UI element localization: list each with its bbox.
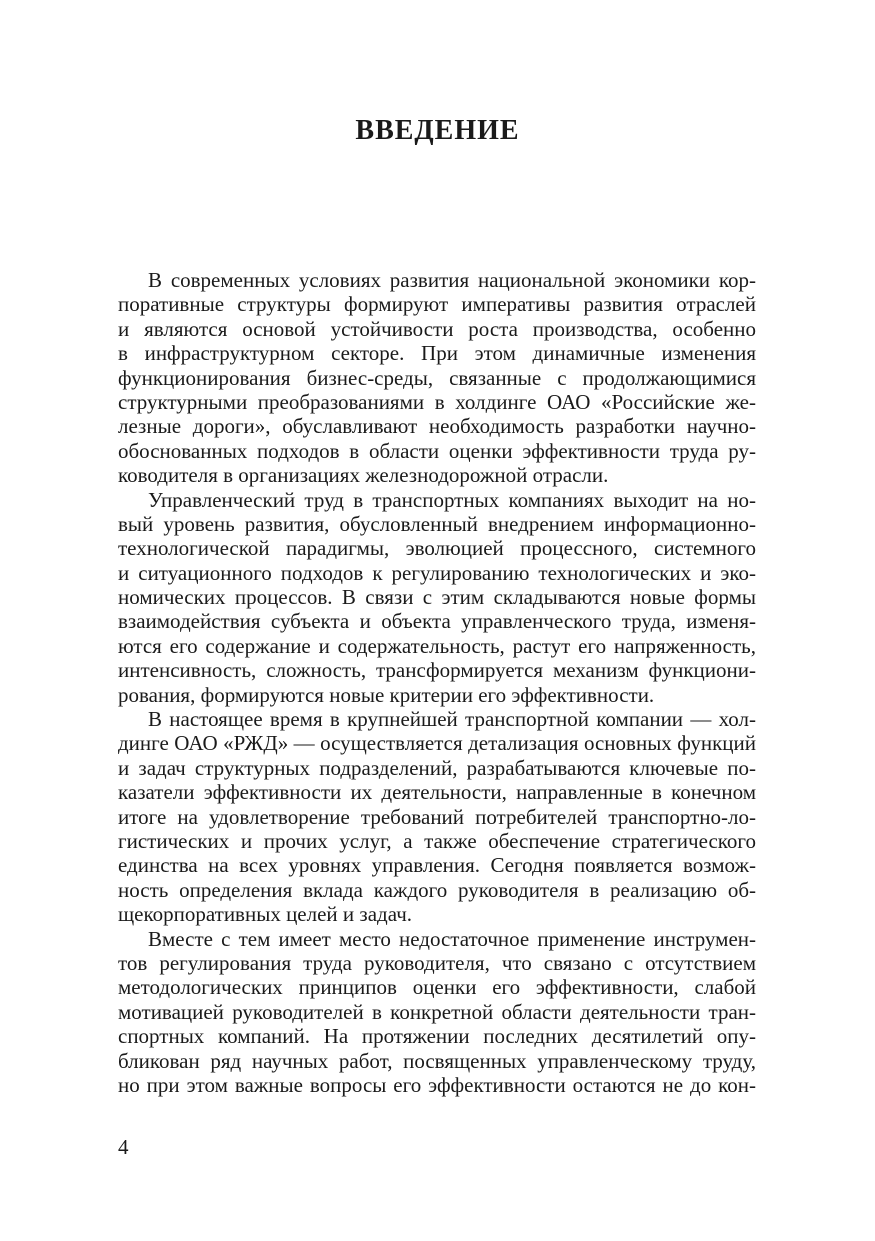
text-line: структурными преобразованиями в холдинге ОАО «Российские же- bbox=[118, 389, 756, 414]
text-line: методологических принципов оценки его эффективности, слабой bbox=[118, 975, 756, 1000]
text-line: номических процессов. В связи с этим складываются новые формы bbox=[118, 585, 756, 610]
text-line: лезные дороги», обуславливают необходимость разработки научно- bbox=[118, 414, 756, 439]
text-line: и ситуационного подходов к регулированию технологических и эко- bbox=[118, 560, 756, 585]
paragraph bbox=[118, 927, 756, 1098]
paragraph bbox=[118, 707, 756, 927]
text-line: ются его содержание и содержательность, растут его напряженность, bbox=[118, 633, 756, 658]
text-line: щекорпоративных целей и задач. bbox=[118, 902, 412, 927]
text-line: спортных компаний. На протяжении последних десятилетий опу- bbox=[118, 1024, 756, 1049]
text-line: итоге на удовлетворение требований потребителей транспортно-ло- bbox=[118, 804, 756, 829]
text-line: В настоящее время в крупнейшей транспортной компании — хол- bbox=[148, 707, 756, 732]
text-line: Управленческий труд в транспортных компаниях выходит на но- bbox=[148, 487, 756, 512]
text-line: технологической парадигмы, эволюцией процессного, системного bbox=[118, 536, 756, 561]
text-line: казатели эффективности их деятельности, направленные в конечном bbox=[118, 780, 756, 805]
text-line: вый уровень развития, обусловленный внедрением информационно- bbox=[118, 511, 756, 536]
text-line: функционирования бизнес-среды, связанные с продолжающимися bbox=[118, 365, 756, 390]
text-line: гистических и прочих услуг, а также обеспечение стратегического bbox=[118, 828, 756, 853]
text-line: интенсивность, сложность, трансформируется механизм функциони- bbox=[118, 658, 756, 683]
page-title: ВВЕДЕНИЕ bbox=[355, 115, 520, 146]
text-line: мотивацией руководителей в конкретной области деятельности тран- bbox=[118, 999, 756, 1024]
text-line: единства на всех уровнях управления. Сегодня появляется возмож- bbox=[118, 853, 756, 878]
text-line: и являются основой устойчивости роста производства, особенно bbox=[118, 316, 756, 341]
text-line: и задач структурных подразделений, разрабатываются ключевые по- bbox=[118, 755, 756, 780]
text-line: динге ОАО «РЖД» — осуществляется детализация основных функций bbox=[118, 731, 756, 756]
text-line: обоснованных подходов в области оценки эффективности труда ру- bbox=[118, 438, 756, 463]
paragraph bbox=[118, 488, 756, 708]
text-line: но при этом важные вопросы его эффективности остаются не до кон- bbox=[118, 1072, 756, 1097]
text-line: рования, формируются новые критерии его эффективности. bbox=[118, 682, 655, 707]
text-line: ность определения вклада каждого руководителя в реализацию об- bbox=[118, 877, 756, 902]
text-line: в инфраструктурном секторе. При этом динамичные изменения bbox=[118, 341, 756, 366]
page-number: 4 bbox=[118, 1135, 129, 1159]
text-line: поративные структуры формируют императивы развития отраслей bbox=[118, 292, 756, 317]
text-line: Вместе с тем имеет место недостаточное применение инструмен- bbox=[148, 926, 756, 951]
text-line: В современных условиях развития национальной экономики кор- bbox=[148, 268, 756, 292]
text-line: взаимодействия субъекта и объекта управленческого труда, изменя- bbox=[118, 609, 756, 634]
text-line: бликован ряд научных работ, посвященных управленческому труду, bbox=[118, 1048, 756, 1073]
text-line: тов регулирования труда руководителя, что связано с отсутствием bbox=[118, 950, 756, 975]
text-line: ководителя в организациях железнодорожной отрасли. bbox=[118, 463, 609, 488]
paragraph bbox=[118, 268, 756, 488]
body-text bbox=[118, 268, 756, 1097]
